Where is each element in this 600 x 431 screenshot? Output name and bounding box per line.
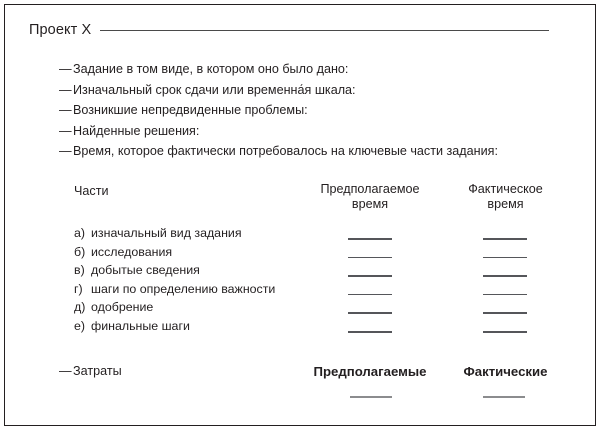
list-item-label: Возникшие непредвиденные проблемы: (73, 103, 308, 117)
row-marker: в) (74, 263, 85, 278)
project-title-row (29, 22, 549, 44)
estimated-time-blank[interactable] (348, 257, 392, 259)
table-row (0, 263, 600, 282)
column-header-actual-time-line2: время (487, 196, 524, 211)
prompt-bullet-list (59, 62, 559, 165)
table-row (0, 319, 600, 338)
em-dash-icon: — (59, 82, 72, 97)
column-header-parts: Части (74, 184, 109, 198)
list-item-label: Найденные решения: (73, 123, 200, 138)
table-row (0, 282, 600, 301)
estimated-time-blank[interactable] (348, 294, 392, 296)
actual-time-blank[interactable] (483, 331, 527, 333)
list-item (59, 124, 559, 145)
costs-label: Затраты (73, 364, 122, 378)
actual-time-blank[interactable] (483, 257, 527, 259)
row-marker: б) (74, 244, 86, 259)
row-label: финальные шаги (91, 318, 190, 333)
em-dash-icon: — (59, 364, 72, 378)
page-title: Проект X (29, 22, 92, 38)
actual-time-blank[interactable] (483, 294, 527, 296)
estimated-time-blank[interactable] (348, 275, 392, 277)
actual-time-blank[interactable] (483, 275, 527, 277)
row-marker: д) (74, 300, 86, 315)
costs-estimated-blank[interactable] (350, 396, 392, 398)
row-marker: г) (74, 281, 83, 296)
list-item (59, 144, 559, 165)
column-header-estimated-time-line1: Предполагаемое (320, 182, 420, 196)
table-row (0, 226, 600, 245)
table-row (0, 245, 600, 264)
row-marker: е) (74, 318, 86, 333)
estimated-time-blank[interactable] (348, 312, 392, 314)
actual-time-blank[interactable] (483, 238, 527, 240)
list-item-label: Задание в том виде, в котором оно было дано: (73, 62, 349, 76)
actual-time-blank[interactable] (483, 312, 527, 314)
list-item (59, 62, 559, 83)
em-dash-icon: — (59, 123, 72, 138)
row-label: шаги по определению важности (91, 281, 276, 296)
column-header-estimated-time-line2: время (351, 196, 389, 211)
em-dash-icon: — (59, 144, 72, 158)
list-item-label: Время, которое фактически потребовалось на ключевые части задания: (73, 144, 498, 158)
costs-actual-blank[interactable] (483, 396, 525, 398)
row-label: изначальный вид задания (91, 226, 242, 240)
costs-row (59, 364, 122, 378)
em-dash-icon: — (59, 103, 72, 117)
row-label: добытые сведения (91, 263, 200, 278)
column-header-actual-time (448, 182, 563, 211)
list-item (59, 103, 559, 124)
list-item-label: Изначальный срок сдачи или временна́я шкала: (73, 82, 356, 97)
row-label: одобрение (91, 300, 154, 315)
estimated-time-blank[interactable] (348, 331, 392, 333)
table-body (0, 226, 600, 338)
list-item (59, 83, 559, 104)
costs-header-actual: Фактические (463, 364, 548, 379)
em-dash-icon: — (59, 62, 72, 76)
estimated-time-blank[interactable] (348, 238, 392, 240)
row-label: исследования (91, 244, 173, 259)
table-row (0, 300, 600, 319)
row-marker: а) (74, 226, 86, 240)
column-header-estimated-time (310, 182, 430, 211)
costs-header-estimated: Предполагаемые (313, 364, 427, 379)
project-name-blank-rule[interactable] (100, 30, 549, 31)
column-header-actual-time-line1: Фактическое (468, 182, 543, 196)
